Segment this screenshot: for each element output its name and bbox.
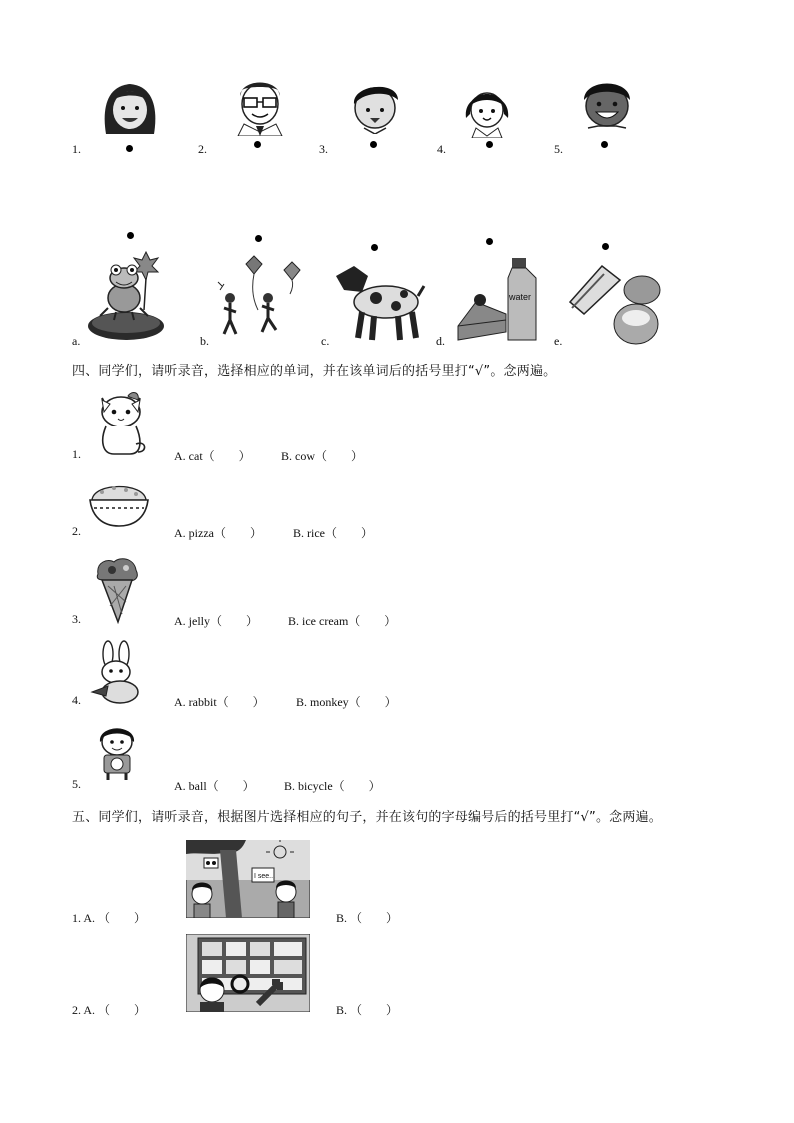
cake-and-water-bottle-picture-d (456, 256, 542, 342)
man-glasses-face-picture-2 (232, 76, 288, 136)
option-b-monkey[interactable]: B. monkey（ ） (296, 695, 397, 709)
option-a-jelly[interactable]: A. jelly（ ） (174, 614, 258, 628)
option-a-ball[interactable]: A. ball（ ） (174, 779, 255, 793)
option-b-bicycle[interactable]: B. bicycle（ ） (284, 779, 381, 793)
svg-text:water: water (509, 292, 532, 302)
boy-icon (94, 722, 140, 780)
shop-shelf-picture (186, 934, 310, 1012)
question-1-option-b[interactable]: B. （ ） (336, 911, 399, 925)
top-number-5: 5. (554, 142, 563, 156)
bottom-letter-c: c. (321, 334, 330, 348)
option-a-cat[interactable]: A. cat（ ） (174, 449, 251, 463)
bottom-letter-b: b. (200, 334, 209, 348)
item-number-5: 5. (72, 777, 81, 791)
section-5-heading: 五、同学们，请听录音，根据图片选择相应的句子，并在该句的字母编号后的括号里打“√”。念两遍。 (72, 810, 662, 825)
bottom-letter-d: d. (436, 334, 445, 348)
top-number-4: 4. (437, 142, 446, 156)
rabbit-icon (90, 640, 144, 704)
item-number-4: 4. (72, 693, 81, 707)
top-number-1: 1. (72, 142, 81, 156)
rice-bowl-icon (88, 480, 150, 530)
match-dot-bottom-b[interactable] (255, 235, 262, 242)
frog-on-lily-pad-picture-a (86, 250, 166, 344)
match-dot-bottom-e[interactable] (602, 243, 609, 250)
girl-short-hair-face-picture-4 (462, 78, 512, 138)
option-a-rabbit[interactable]: A. rabbit（ ） (174, 695, 265, 709)
option-b-rice[interactable]: B. rice（ ） (293, 526, 373, 540)
item-number-1: 1. (72, 447, 81, 461)
top-number-2: 2. (198, 142, 207, 156)
match-dot-top-5[interactable] (601, 141, 608, 148)
speech-bubble-text: I see... (254, 873, 276, 880)
question-2-option-a[interactable]: 2. A. （ ） (72, 1003, 147, 1017)
match-dot-top-4[interactable] (486, 141, 493, 148)
cat-icon (92, 390, 150, 458)
sandwich-and-jelly-picture-e (566, 262, 662, 348)
ice-cream-icon (94, 556, 140, 624)
park-scene-picture (186, 840, 310, 918)
match-dot-top-2[interactable] (254, 141, 261, 148)
item-number-2: 2. (72, 524, 81, 538)
match-dot-top-1[interactable] (126, 145, 133, 152)
match-dot-bottom-a[interactable] (127, 232, 134, 239)
boy-face-picture-3 (346, 78, 404, 134)
bottom-letter-e: e. (554, 334, 563, 348)
question-1-option-a[interactable]: 1. A. （ ） (72, 911, 147, 925)
boy-smiling-face-picture-5 (578, 78, 636, 134)
bottom-letter-a: a. (72, 334, 81, 348)
item-number-3: 3. (72, 612, 81, 626)
question-2-option-b[interactable]: B. （ ） (336, 1003, 399, 1017)
match-dot-top-3[interactable] (370, 141, 377, 148)
spotted-dog-picture-c (332, 262, 426, 344)
match-dot-bottom-c[interactable] (371, 244, 378, 251)
match-dot-bottom-d[interactable] (486, 238, 493, 245)
option-a-pizza[interactable]: A. pizza（ ） (174, 526, 262, 540)
kids-flying-kites-picture-b (214, 254, 306, 344)
section-4-heading: 四、同学们，请听录音，选择相应的单词，并在该单词后的括号里打“√”。念两遍。 (72, 364, 557, 379)
top-number-3: 3. (319, 142, 328, 156)
option-b-cow[interactable]: B. cow（ ） (281, 449, 363, 463)
girl-face-picture-1 (100, 80, 160, 136)
option-b-ice-cream[interactable]: B. ice cream（ ） (288, 614, 397, 628)
